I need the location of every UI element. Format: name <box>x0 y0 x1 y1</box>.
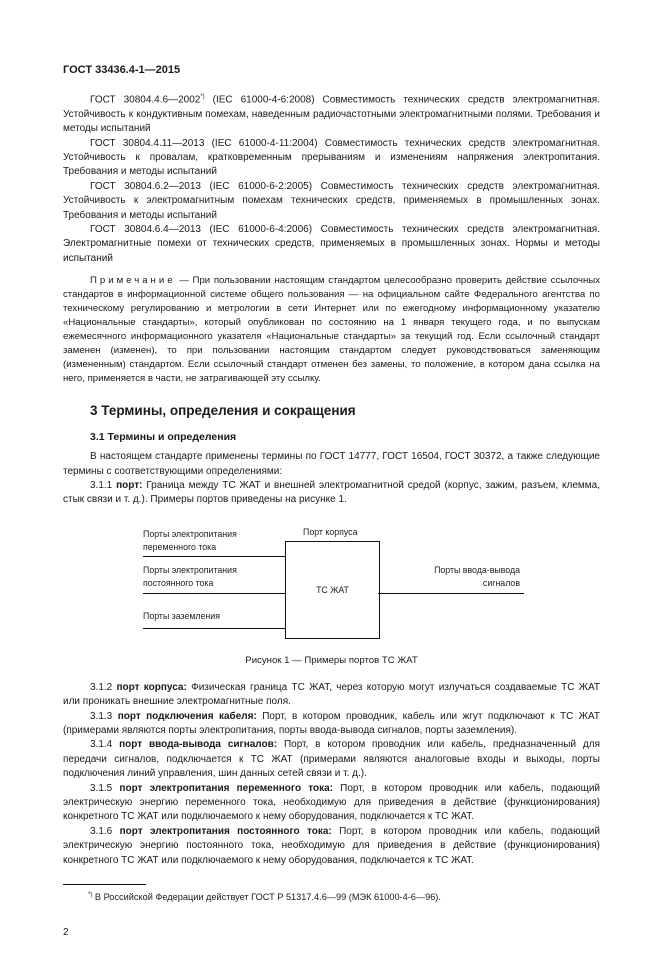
definition-term: порт электропитания переменного тока: <box>119 782 333 794</box>
note <box>63 274 600 386</box>
definitions-list <box>63 681 600 868</box>
reference-code: ГОСТ 30804.6.4—2013 <box>90 223 201 235</box>
normative-references <box>63 90 600 266</box>
dc-port-line <box>143 593 285 594</box>
label-ground-ports: Порты заземления <box>143 610 220 621</box>
note-paragraph <box>63 274 600 386</box>
definition-term: порт: <box>116 480 143 492</box>
definition-text: Порт, в котором проводник или кабель, подающий электрическую энергию переменного тока, необходимую для приведения в действие (функционирования) конкретного ТС ЖАТ или подключаемого к нему оборудования, подключается к ТС ЖАТ. <box>63 782 600 823</box>
definition-3-1-5 <box>63 782 600 825</box>
footnote-mark: *) <box>200 94 205 100</box>
footnote-divider <box>63 884 146 885</box>
definition-text: Порт, в котором проводник, кабель или жгут подключают к ТС ЖАТ (примерами являются порты электропитания, порты ввода-вывода сигналов, порты заземления). <box>63 710 600 737</box>
definition-3-1-4 <box>63 738 600 781</box>
ac-port-line <box>143 556 285 557</box>
definition-3-1-3 <box>63 710 600 739</box>
label-dc-ports: Порты электропитания постоянного тока <box>143 564 237 588</box>
note-text: — При пользовании настоящим стандартом целесообразно проверить действие ссылочных стандартов в информационной системе общего пользования — на официальном сайте Федерального агентства по техническому регулированию и метрологии в сети Интернет или по ежегодному информационному указателю «Национальные стандарты», который опубликован по состоянию на 1 января текущего года, и по выпускам ежемесячного информационного указателя «Национальные стандарты» за текущий год. Если ссылочный стандарт заменен (изменен), то при пользовании настоящим стандартом следует руководствоваться заменяющим (измененным) стандартом. Если ссылочный стандарт отменен без замены, то положение, в котором дана ссылка на него, применяется в части, не затрагивающей эту ссылку. <box>63 275 600 385</box>
reference-item <box>63 90 600 137</box>
definition-3-1-6 <box>63 825 600 868</box>
definition-number: 3.1.2 <box>90 681 117 693</box>
device-label: ТС ЖАТ <box>316 584 349 595</box>
reference-code: ГОСТ 30804.4.6—2002 <box>90 94 201 106</box>
page-number: 2 <box>63 927 69 939</box>
footnote <box>88 889 600 904</box>
definition-text: Порт, в котором проводник или кабель, предназначенный для передачи сигналов, подключается к ТС ЖАТ (примерами являются аналоговые входы и выходы, порты подключения линий управления, шин данных сетей связи и т. д.). <box>63 739 600 780</box>
definition-term: порт ввода-вывода сигналов: <box>119 739 278 751</box>
definition-3-1-2 <box>63 681 600 710</box>
signal-port-line <box>378 593 524 594</box>
definition-text: Физическая граница ТС ЖАТ, через которую могут излучаться создаваемые ТС ЖАТ или проникать внешние электромагнитные поля. <box>63 681 601 708</box>
intro-paragraph: В настоящем стандарте применены термины по ГОСТ 14777, ГОСТ 16504, ГОСТ 30372, а также следующие термины с соответствующими определениями: <box>63 451 600 477</box>
intro-block <box>63 450 600 508</box>
definition-number: 3.1.3 <box>90 710 118 722</box>
reference-text: (IEC 61000-6-2:2005) Совместимость технических средств электромагнитная. Устойчивость к электромагнитным помехам технических средств, применяемых в промышленных зонах. Требования и методы испытаний <box>63 180 600 221</box>
definition-number: 3.1.5 <box>90 782 120 794</box>
ground-port-line <box>143 628 285 629</box>
definition-number: 3.1.6 <box>90 825 120 837</box>
definition-text: Порт, в котором проводник или кабель, подающий электрическую энергию постоянного тока, необходимую для приведения в действие (функционирования) конкретного ТС ЖАТ или подключаемого к нему оборудования, подключается к ТС ЖАТ. <box>63 825 600 866</box>
footnote-mark: *) <box>88 892 93 899</box>
document-header: ГОСТ 33436.4-1—2015 <box>63 64 181 76</box>
definition-number: 3.1.4 <box>90 739 120 751</box>
figure-caption: Рисунок 1 — Примеры портов ТС ЖАТ <box>245 654 418 666</box>
reference-text: (IEC 61000-6-4:2006) Совместимость технических средств электромагнитная. Электромагнитные помехи от технических средств, применяемых в промышленных зонах. Нормы и методы испытаний <box>63 223 600 264</box>
label-ac-ports: Порты электропитания переменного тока <box>143 528 237 552</box>
note-label: Примечание <box>90 275 176 287</box>
reference-item <box>63 180 600 223</box>
definition-term: порт подключения кабеля: <box>117 710 257 722</box>
definition-term: порт корпуса: <box>116 681 187 693</box>
reference-code: ГОСТ 30804.4.11—2013 <box>90 137 205 149</box>
definition-number: 3.1.1 <box>90 480 117 492</box>
reference-item <box>63 137 600 180</box>
figure-1-ports-diagram <box>0 522 646 644</box>
definition-text: Граница между ТС ЖАТ и внешней электромагнитной средой (корпус, зажим, разъем, клемма, стык связи и т. д.). Примеры портов приведены на рисунке 1. <box>63 480 600 506</box>
definition-3-1-1 <box>63 479 600 508</box>
reference-item <box>63 223 600 266</box>
reference-text: (IEC 61000-4-11:2004) Совместимость технических средств электромагнитная. Устойчивость к провалам, кратковременным прерываниям и изменениям напряжения электропитания. Требования и методы испытаний <box>63 137 600 178</box>
label-enclosure-port: Порт корпуса <box>303 526 358 537</box>
label-signal-ports: Порты ввода-вывода сигналов <box>434 564 520 588</box>
section-title: 3 Термины, определения и сокращения <box>90 403 356 419</box>
reference-text: (IEC 61000-4-6:2008) Совместимость технических средств электромагнитная. Устойчивость к кондуктивным помехам, наведенным радиочастотными электромагнитными полями. Требования и методы испытаний <box>63 94 600 135</box>
footnote-text: В Российской Федерации действует ГОСТ Р 51317.4.6—99 (МЭК 61000-4-6—96). <box>92 892 441 903</box>
reference-code: ГОСТ 30804.6.2—2013 <box>90 180 201 192</box>
subsection-title: 3.1 Термины и определения <box>90 431 237 444</box>
definition-term: порт электропитания постоянного тока: <box>119 825 332 837</box>
